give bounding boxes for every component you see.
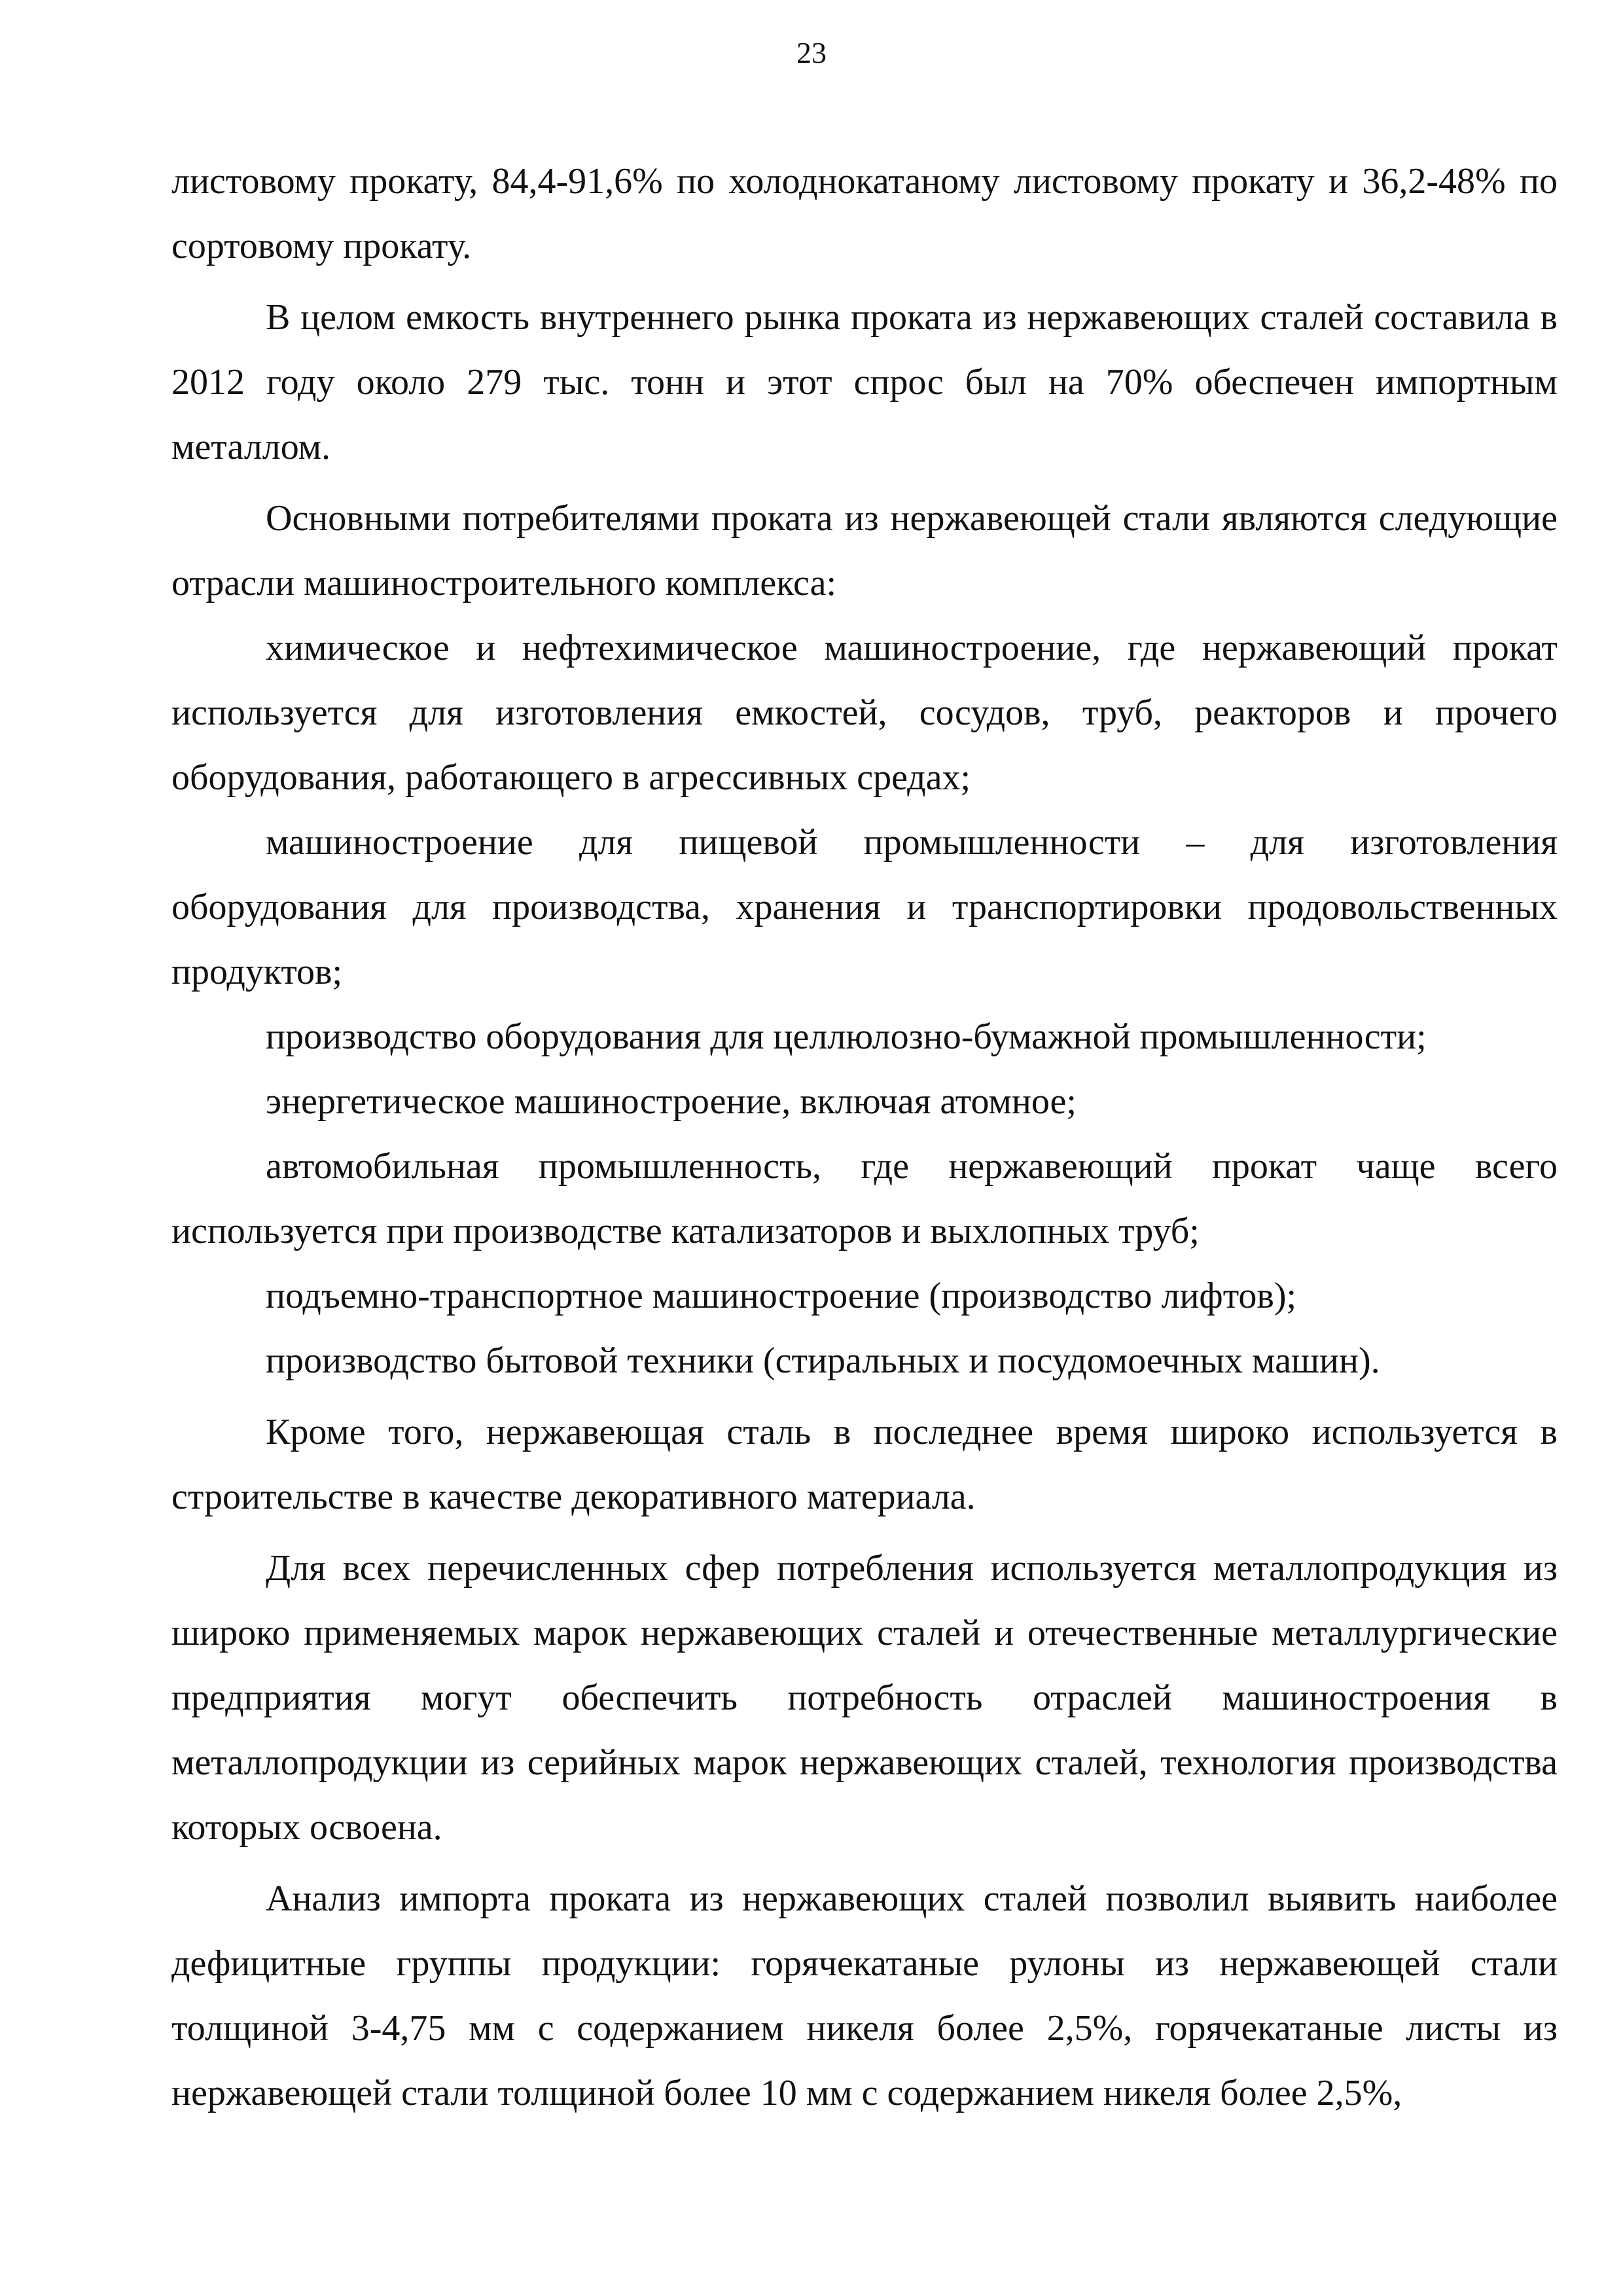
list-item-food-industry: машиностроение для пищевой промышленности – для изготовления оборудования для производства, хранения и транспортировки продовольственных продуктов; [171, 822, 1558, 992]
list-item-energy: энергетическое машиностроение, включая атомное; [266, 1081, 1077, 1122]
list-item-pulp-paper: производство оборудования для целлюлозно-бумажной промышленности; [266, 1016, 1427, 1057]
paragraph-main-consumers: Основными потребителями проката из нержавеющей стали являются следующие отрасли машиностроительного комплекса: [171, 498, 1558, 603]
list-item-chemical: химическое и нефтехимическое машиностроение, где нержавеющий прокат используется для изготовления емкостей, сосудов, труб, реакторов и прочего оборудования, работающего в агрессивных средах; [171, 628, 1558, 798]
list-item-appliances: производство бытовой техники (стиральных и посудомоечных машин). [266, 1340, 1380, 1381]
paragraph-continuation: листовому прокату, 84,4-91,6% по холоднокатаному листовому прокату и 36,2-48% по сортовому прокату. [171, 161, 1558, 266]
page-number: 23 [796, 36, 827, 69]
paragraph-import-analysis: Анализ импорта проката из нержавеющих сталей позволил выявить наиболее дефицитные группы продукции: горячекатаные рулоны из нержавеющей стали толщиной 3-4,75 мм с содержанием никеля более 2,5%, горячекатаные листы из нержавеющей стали толщиной более 10 мм с содержанием никеля более 2,5%, [171, 1878, 1558, 2113]
paragraph-market-capacity: В целом емкость внутреннего рынка проката из нержавеющих сталей составила в 2012 году около 279 тыс. тонн и этот спрос был на 70% обеспечен импортным металлом. [171, 297, 1558, 467]
list-item-automotive: автомобильная промышленность, где нержавеющий прокат чаще всего используется при производстве катализаторов и выхлопных труб; [171, 1146, 1558, 1251]
document-body [171, 149, 1558, 2126]
paragraph-domestic-supply: Для всех перечисленных сфер потребления используется металлопродукция из широко применяемых марок нержавеющих сталей и отечественные металлургические предприятия могут обеспечить потребность отраслей машиностроения в металлопродукции из серийных марок нержавеющих сталей, технология производства которых освоена. [171, 1548, 1558, 1848]
paragraph-construction: Кроме того, нержавеющая сталь в последнее время широко используется в строительстве в качестве декоративного материала. [171, 1412, 1558, 1517]
list-item-lifting: подъемно-транспортное машиностроение (производство лифтов); [266, 1276, 1297, 1316]
